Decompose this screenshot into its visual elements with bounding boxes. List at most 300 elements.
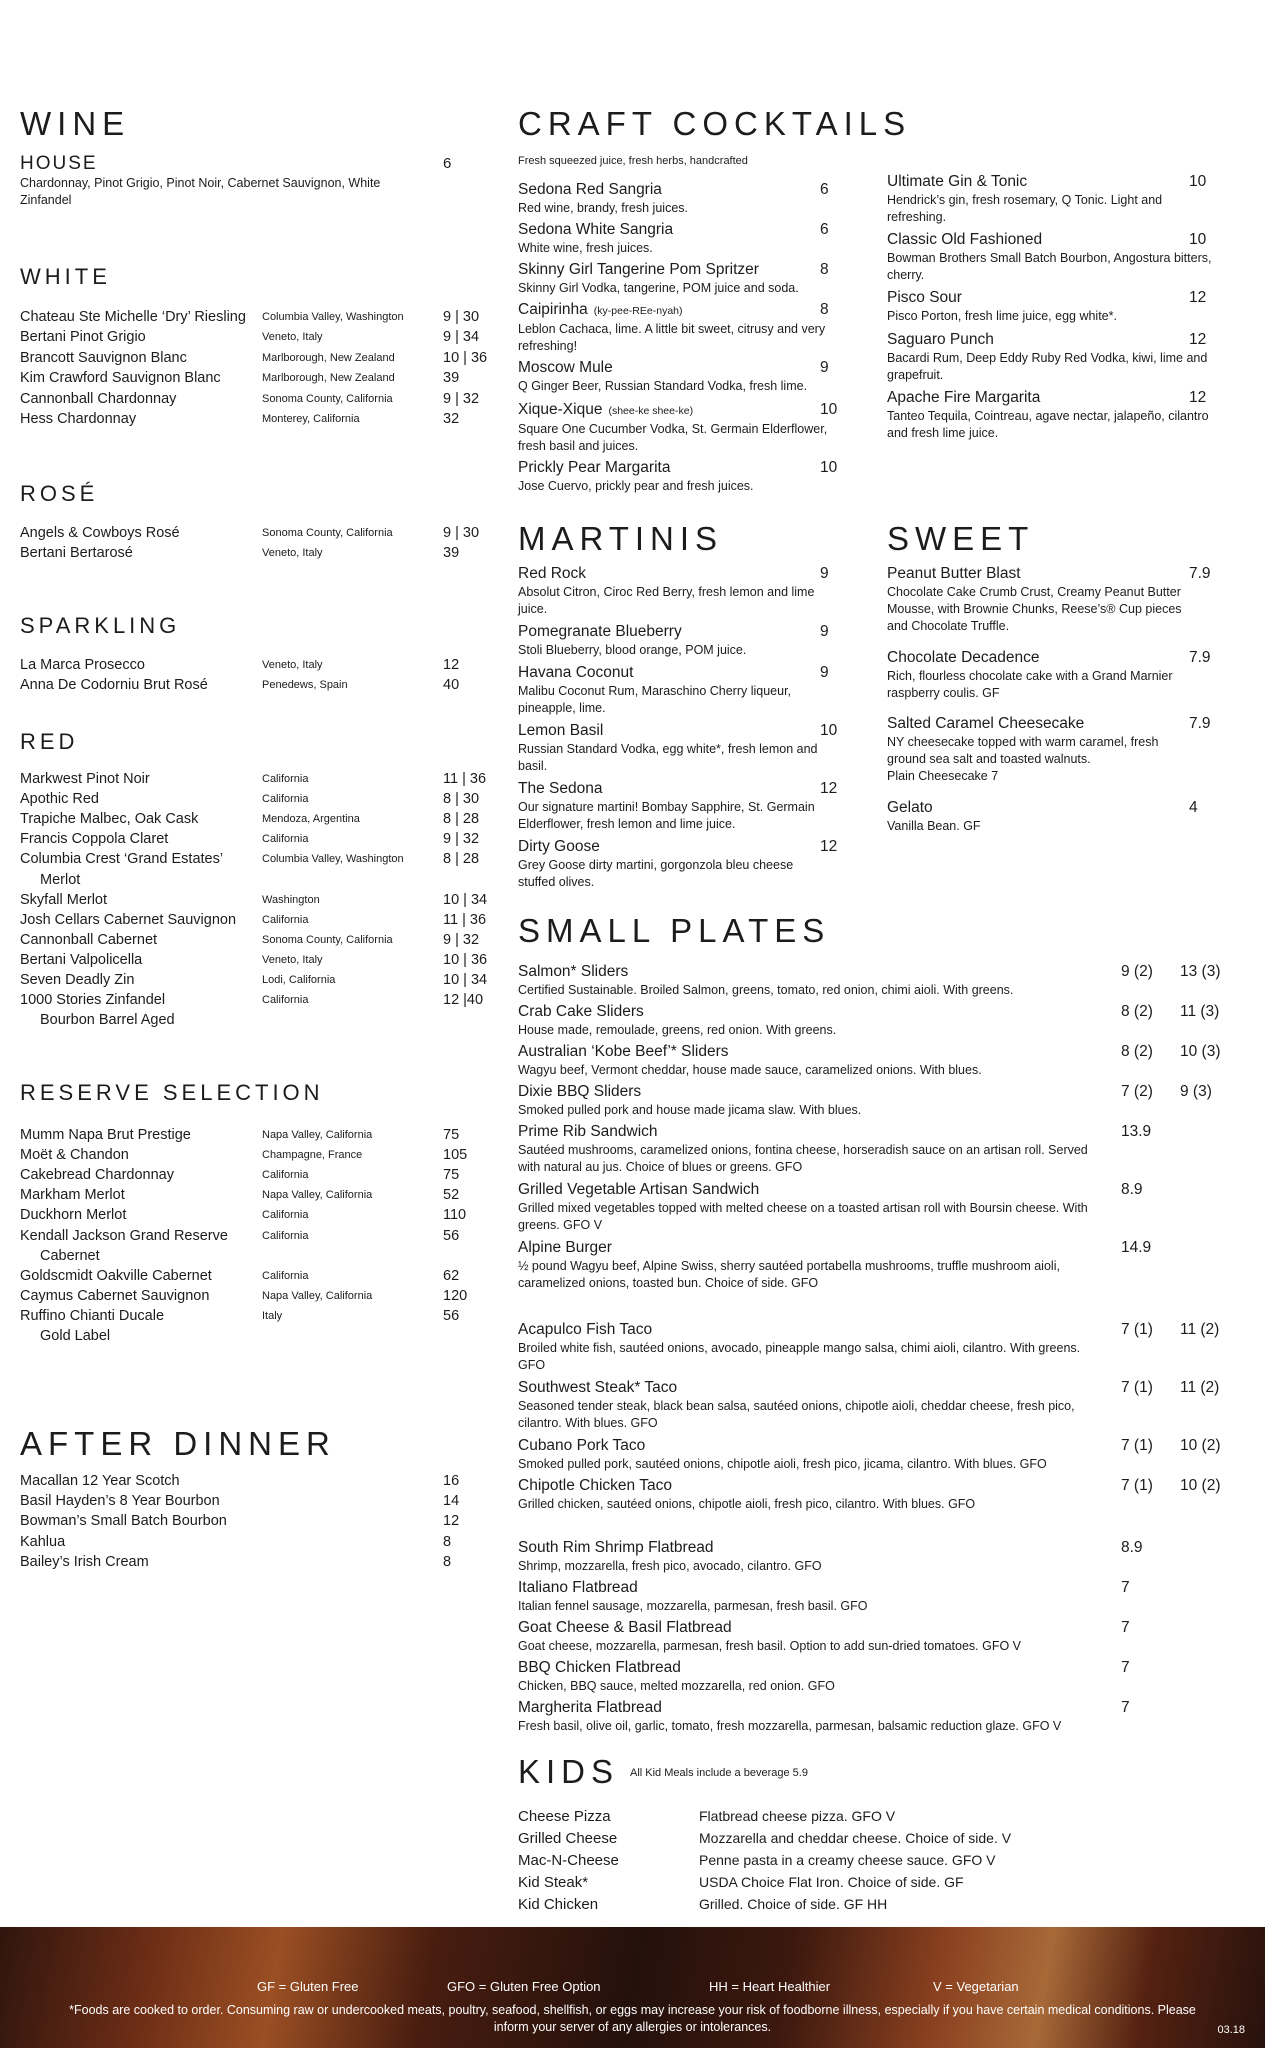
cocktails-subtitle: Fresh squeezed juice, fresh herbs, handcrafted	[518, 155, 748, 167]
legend-v: V = Vegetarian	[933, 1979, 1019, 1994]
wine-region: California	[262, 1209, 309, 1222]
item-name-text: Chocolate Decadence	[887, 649, 1040, 666]
menu-item	[518, 220, 840, 257]
wine-price: 75	[443, 1167, 460, 1184]
item-name	[887, 798, 1192, 818]
legend-gfo: GFO = Gluten Free Option	[447, 1979, 601, 1994]
wine-row	[20, 791, 480, 811]
item-name-text: Apache Fire Margarita	[887, 389, 1041, 406]
wine-name: Anna De Codorniu Brut Rosé	[20, 677, 208, 694]
wine-price: 11 | 36	[443, 911, 487, 928]
item-price-large: 9 (3)	[1180, 1083, 1212, 1100]
drink-price: 14	[443, 1493, 460, 1510]
item-name-text: Classic Old Fashioned	[887, 231, 1043, 248]
wine-row	[20, 1147, 480, 1167]
wine-row	[20, 1288, 480, 1308]
wine-name: Kendall Jackson Grand Reserve	[20, 1227, 228, 1244]
item-name-text: Dixie BBQ Sliders	[518, 1083, 642, 1100]
item-desc: Broiled white fish, sautéed onions, avocado, pineapple mango salsa, chimi aioli, cilantro. With greens. GFO	[518, 1341, 1081, 1372]
item-desc: Certified Sustainable. Broiled Salmon, greens, tomato, red onion, chimi aioli. With greens.	[518, 983, 1014, 997]
menu-item	[518, 1238, 1152, 1292]
item-desc: Italian fennel sausage, mozzarella, parmesan, fresh basil. GFO	[518, 1599, 868, 1613]
item-name	[518, 1122, 1108, 1142]
drink-price: 8	[443, 1553, 452, 1570]
item-desc: Q Ginger Beer, Russian Standard Vodka, fresh lime.	[518, 379, 808, 393]
item-name	[518, 180, 840, 200]
after-dinner-row	[20, 1473, 480, 1493]
menu-item	[518, 1618, 1130, 1655]
item-price-large: 10 (2)	[1180, 1437, 1221, 1454]
item-name	[518, 1378, 1108, 1398]
item-name	[887, 714, 1192, 734]
house-heading: HOUSE	[20, 153, 98, 174]
item-name	[518, 1320, 1108, 1340]
item-name-text: Sedona White Sangria	[518, 221, 674, 238]
menu-item	[887, 564, 1211, 635]
item-name-text: Prickly Pear Margarita	[518, 459, 671, 476]
item-price: 7 (1)	[1121, 1437, 1153, 1454]
item-name-text: Margherita Flatbread	[518, 1699, 662, 1716]
wine-region: Italy	[262, 1309, 283, 1322]
item-desc: Bacardi Rum, Deep Eddy Ruby Red Vodka, kiwi, lime and grapefruit.	[887, 351, 1208, 382]
wine-name: Mumm Napa Brut Prestige	[20, 1127, 191, 1143]
wine-name: Kim Crawford Sauvignon Blanc	[20, 370, 221, 387]
item-price: 6	[820, 221, 829, 238]
item-name	[518, 358, 840, 378]
wine-price: 9 | 32	[443, 390, 480, 407]
wine-row	[20, 1012, 480, 1032]
item-price: 7	[1121, 1619, 1130, 1636]
item-price: 7.9	[1189, 715, 1211, 732]
menu-item	[518, 1122, 1152, 1176]
wine-name: Duckhorn Merlot	[20, 1207, 127, 1224]
item-price: 7 (1)	[1121, 1379, 1153, 1396]
item-name-text: Acapulco Fish Taco	[518, 1321, 653, 1338]
item-desc: Jose Cuervo, prickly pear and fresh juices.	[518, 479, 754, 493]
item-name	[887, 648, 1192, 668]
item-desc: Skinny Girl Vodka, tangerine, POM juice and soda.	[518, 281, 799, 295]
item-name-text: Chipotle Chicken Taco	[518, 1477, 672, 1494]
wine-name: Bertani Valpolicella	[20, 951, 143, 968]
item-name-text: Saguaro Punch	[887, 331, 994, 348]
menu-item	[518, 721, 838, 775]
wine-price: 10 | 34	[443, 972, 488, 988]
wine-row	[20, 1308, 480, 1328]
item-price: 7	[1121, 1659, 1130, 1676]
item-price: 10	[820, 459, 838, 476]
item-desc: Our signature martini! Bombay Sapphire, St. Germain Elderflower, fresh lemon and lime juice.	[518, 800, 815, 831]
wine-row	[20, 811, 480, 831]
item-price: 9	[820, 565, 829, 582]
menu-item	[518, 1320, 1220, 1374]
item-price: 7 (1)	[1121, 1477, 1153, 1494]
house-desc: Chardonnay, Pinot Grigio, Pinot Noir, Cabernet Sauvignon, White Zinfandel	[20, 176, 381, 207]
item-name-text: Australian ‘Kobe Beef’* Sliders	[518, 1043, 729, 1060]
wine-price: 10 | 36	[443, 951, 488, 968]
kid-meal-name: Cheese Pizza	[518, 1808, 611, 1825]
item-desc: Hendrick’s gin, fresh rosemary, Q Tonic. Light and refreshing.	[887, 193, 1163, 224]
menu-item	[518, 962, 1221, 999]
menu-item	[887, 330, 1212, 384]
item-desc: Bowman Brothers Small Batch Bourbon, Angostura bitters, cherry.	[887, 251, 1212, 282]
item-name-text: Southwest Steak* Taco	[518, 1379, 678, 1396]
wine-name: Columbia Crest ‘Grand Estates’	[20, 851, 224, 868]
menu-item	[518, 1002, 1220, 1039]
legend-hh: HH = Heart Healthier	[709, 1979, 831, 1994]
item-price-large: 11 (2)	[1180, 1379, 1220, 1396]
wine-row	[20, 1328, 480, 1348]
wine-price: 110	[443, 1207, 467, 1224]
wine-price: 52	[443, 1187, 460, 1204]
item-name	[887, 172, 1212, 192]
item-name	[518, 1578, 1108, 1598]
item-name	[518, 1082, 1108, 1102]
item-price: 8	[820, 301, 829, 318]
kid-meal-name: Grilled Cheese	[518, 1830, 618, 1847]
item-price: 14.9	[1121, 1239, 1152, 1256]
item-name-text: South Rim Shrimp Flatbread	[518, 1539, 714, 1556]
wine-name: Cakebread Chardonnay	[20, 1167, 174, 1184]
drink-price: 16	[443, 1473, 460, 1489]
item-desc: Red wine, brandy, fresh juices.	[518, 201, 688, 215]
item-name-text: Lemon Basil	[518, 722, 604, 739]
wine-row	[20, 1167, 480, 1187]
wine-price: 9 | 32	[443, 931, 480, 948]
legend-gf: GF = Gluten Free	[257, 1979, 359, 1994]
item-price: 12	[820, 838, 838, 855]
wine-price: 12	[443, 657, 460, 673]
wine-row	[20, 349, 488, 370]
after-dinner-row	[20, 1513, 480, 1533]
wine-row	[20, 851, 480, 871]
item-price: 7.9	[1189, 649, 1211, 666]
wine-region: Mendoza, Argentina	[262, 813, 360, 826]
item-name	[518, 1538, 1108, 1558]
item-name	[518, 779, 818, 799]
kids-heading: KIDS	[518, 1753, 620, 1790]
item-name	[518, 300, 840, 321]
item-name-text: Havana Coconut	[518, 664, 634, 681]
item-name	[887, 564, 1192, 584]
item-desc: Chocolate Cake Crumb Crust, Creamy Peanut Butter Mousse, with Brownie Chunks, Reese’s® Cup pieces and Chocolate Truffle.	[887, 585, 1182, 633]
item-desc: Sautéed mushrooms, caramelized onions, fontina cheese, horseradish sauce on an artisan roll. Served with natural au jus. Choice of blues or greens. GFO	[518, 1143, 1088, 1174]
wine-name: Skyfall Merlot	[20, 891, 108, 908]
item-desc: Grilled chicken, sautéed onions, chipotle aioli, fresh pico, cilantro. With blues. GFO	[518, 1497, 976, 1511]
item-price: 9	[820, 664, 829, 681]
wine-name: Hess Chardonnay	[20, 411, 137, 427]
item-price: 9	[820, 359, 829, 376]
item-name-text: Grilled Vegetable Artisan Sandwich	[518, 1181, 760, 1198]
wine-heading: WINE	[20, 105, 131, 142]
item-desc: Vanilla Bean. GF	[887, 819, 981, 833]
red-heading: RED	[20, 729, 79, 754]
item-desc: House made, remoulade, greens, red onion. With greens.	[518, 1023, 837, 1037]
wine-region: Columbia Valley, Washington	[262, 853, 404, 866]
wine-region: Champagne, France	[262, 1149, 363, 1162]
wine-region: Veneto, Italy	[262, 659, 323, 671]
wine-name: Brancott Sauvignon Blanc	[20, 349, 187, 366]
drink-price: 8	[443, 1533, 452, 1550]
item-price-large: 11 (2)	[1180, 1321, 1220, 1338]
wine-price: 32	[443, 411, 460, 427]
wine-row	[20, 771, 487, 791]
wine-name: Cabernet	[40, 1247, 100, 1264]
item-desc: Shrimp, mozzarella, fresh pico, avocado, cilantro. GFO	[518, 1559, 822, 1573]
menu-item	[518, 1180, 1143, 1234]
wine-name: Bertani Bertarosé	[20, 545, 133, 562]
item-name	[518, 260, 840, 280]
wine-region: Sonoma County, California	[262, 933, 393, 946]
kid-meal-desc: Mozzarella and cheddar cheese. Choice of side. V	[699, 1830, 1012, 1846]
wine-name: Cannonball Chardonnay	[20, 390, 177, 407]
item-name	[518, 1042, 1108, 1062]
wine-region: Penedews, Spain	[262, 679, 348, 692]
wine-price: 9 | 34	[443, 329, 480, 346]
item-desc: Smoked pulled pork, sautéed onions, chipotle aioli, fresh pico, jicama, cilantro. With blues. GFO	[518, 1457, 1047, 1471]
wine-row	[20, 1127, 480, 1147]
kid-meal-desc: Flatbread cheese pizza. GFO V	[699, 1808, 896, 1824]
item-name-text: Salted Caramel Cheesecake	[887, 715, 1085, 732]
wine-region: Marlborough, New Zealand	[262, 351, 395, 364]
wine-row	[20, 657, 480, 677]
wine-name: 1000 Stories Zinfandel	[20, 992, 166, 1009]
item-name-text: Ultimate Gin & Tonic	[887, 173, 1028, 190]
item-name	[518, 220, 840, 240]
kid-meal-name: Kid Chicken	[518, 1896, 599, 1913]
wine-region: California	[262, 1229, 309, 1242]
wine-row	[20, 972, 488, 992]
wine-region: Columbia Valley, Washington	[262, 311, 404, 323]
item-price-large: 11 (3)	[1180, 1003, 1220, 1020]
wine-name: Chateau Ste Michelle ‘Dry’ Riesling	[20, 309, 246, 325]
wine-name: La Marca Prosecco	[20, 657, 145, 673]
wine-row	[20, 1248, 480, 1268]
item-name	[887, 288, 1212, 308]
white-heading: WHITE	[20, 264, 111, 289]
item-name	[518, 837, 818, 857]
drink-name: Macallan 12 Year Scotch	[20, 1473, 180, 1489]
item-name-text: Caipirinha	[518, 301, 588, 318]
item-price: 10	[820, 401, 838, 418]
menu-item	[518, 1436, 1221, 1473]
item-name	[518, 1698, 1108, 1718]
menu-item	[518, 1378, 1220, 1432]
item-desc: ½ pound Wagyu beef, Alpine Swiss, sherry sautéed portabella mushrooms, truffle mushroom aioli, caramelized onions, toasted bun. Choice of side. GFO	[518, 1259, 1060, 1290]
item-desc: Tanteo Tequila, Cointreau, agave nectar, jalapeño, cilantro and fresh lime juice.	[887, 409, 1209, 440]
wine-row	[20, 891, 488, 912]
item-price: 10	[1189, 173, 1207, 190]
wine-price: 39	[443, 370, 460, 387]
item-name-text: Skinny Girl Tangerine Pom Spritzer	[518, 261, 759, 278]
wine-name: Ruffino Chianti Ducale	[20, 1307, 165, 1324]
wine-name: Francis Coppola Claret	[20, 831, 169, 848]
wine-row	[20, 911, 487, 932]
menu-item	[518, 779, 838, 833]
wine-price: 9 | 30	[443, 525, 480, 541]
item-price: 7 (2)	[1121, 1083, 1153, 1100]
wine-price: 9 | 30	[443, 309, 480, 325]
item-price: 7	[1121, 1579, 1130, 1596]
item-name	[887, 330, 1212, 350]
item-name-text: Crab Cake Sliders	[518, 1003, 644, 1020]
wine-region: Napa Valley, California	[262, 1289, 373, 1302]
item-price: 9 (2)	[1121, 963, 1153, 980]
wine-row	[20, 370, 480, 390]
wine-region: California	[262, 773, 309, 785]
wine-row	[20, 951, 488, 972]
menu-item	[518, 300, 840, 355]
drink-price: 12	[443, 1513, 460, 1530]
menu-item	[518, 1538, 1143, 1575]
item-desc: Goat cheese, mozzarella, parmesan, fresh basil. Option to add sun-dried tomatoes. GFO V	[518, 1639, 1022, 1653]
menu-item	[887, 798, 1198, 835]
menu-item	[518, 564, 829, 618]
item-desc: Russian Standard Vodka, egg white*, fresh lemon and basil.	[518, 742, 818, 773]
item-desc: NY cheesecake topped with warm caramel, fresh ground sea salt and toasted walnuts.	[887, 735, 1159, 766]
item-name	[518, 400, 840, 421]
wine-price: 56	[443, 1227, 460, 1244]
item-price: 7.9	[1189, 565, 1211, 582]
item-name-text: Prime Rib Sandwich	[518, 1123, 658, 1140]
martinis-heading: MARTINIS	[518, 520, 724, 557]
wine-row	[20, 1268, 480, 1288]
item-price-large: 13 (3)	[1180, 963, 1221, 980]
kid-meal-desc: Grilled. Choice of side. GF HH	[699, 1896, 888, 1912]
item-desc: Grey Goose dirty martini, gorgonzola bleu cheese stuffed olives.	[518, 858, 794, 889]
item-price: 8 (2)	[1121, 1003, 1153, 1020]
item-name	[518, 458, 840, 478]
wine-row	[20, 872, 480, 892]
menu-item	[518, 400, 840, 455]
item-desc: Smoked pulled pork and house made jicama slaw. With blues.	[518, 1103, 862, 1117]
wine-price: 56	[443, 1307, 460, 1324]
item-price: 8	[820, 261, 829, 278]
wine-row	[20, 1187, 480, 1207]
wine-row	[20, 391, 480, 411]
menu-item	[887, 230, 1212, 284]
item-desc: Absolut Citron, Ciroc Red Berry, fresh lemon and lime juice.	[518, 585, 815, 616]
item-price: 7 (1)	[1121, 1321, 1153, 1338]
item-desc: Leblon Cachaca, lime. A little bit sweet, citrusy and very refreshing!	[518, 322, 826, 353]
item-name	[518, 1476, 1108, 1496]
item-price: 4	[1189, 799, 1198, 816]
wine-region: California	[262, 994, 309, 1007]
menu-item	[518, 180, 840, 217]
menu-item	[887, 714, 1211, 785]
item-name-text: The Sedona	[518, 780, 603, 797]
wine-price: 105	[443, 1147, 468, 1164]
menu-item	[518, 260, 840, 297]
item-name	[887, 388, 1212, 408]
item-name-text: Salmon* Sliders	[518, 963, 629, 980]
item-name	[518, 1002, 1108, 1022]
menu-item	[518, 1082, 1212, 1119]
item-desc: Malibu Coconut Rum, Maraschino Cherry liqueur, pineapple, lime.	[518, 684, 792, 715]
item-name	[518, 564, 818, 584]
item-name	[518, 663, 818, 683]
wine-region: Washington	[262, 893, 320, 906]
wine-name: Bertani Pinot Grigio	[20, 329, 146, 346]
item-name	[518, 1618, 1108, 1638]
item-name	[518, 622, 818, 642]
item-name-text: Xique-Xique	[518, 401, 603, 418]
wine-region: Napa Valley, California	[262, 1129, 373, 1141]
wine-price: 12 |40	[443, 992, 484, 1009]
wine-row	[20, 1207, 480, 1227]
wine-region: Veneto, Italy	[262, 547, 323, 560]
wine-name: Moët & Chandon	[20, 1147, 129, 1164]
item-name-text: Sedona Red Sangria	[518, 181, 662, 198]
wine-row	[20, 1228, 480, 1248]
wine-price: 11 | 36	[443, 771, 487, 787]
item-price: 12	[1189, 389, 1207, 406]
wine-name: Josh Cellars Cabernet Sauvignon	[20, 911, 237, 928]
menu-item	[887, 172, 1212, 226]
wine-price: 9 | 32	[443, 831, 480, 848]
rose-heading: ROSÉ	[20, 481, 99, 506]
menu-item	[518, 1658, 1130, 1695]
wine-name: Merlot	[40, 871, 81, 888]
menu-item	[887, 288, 1212, 325]
menu-item	[887, 648, 1211, 702]
wine-name: Markwest Pinot Noir	[20, 771, 150, 787]
item-name-text: Peanut Butter Blast	[887, 565, 1021, 582]
item-price: 6	[820, 181, 829, 198]
wine-row	[20, 992, 484, 1012]
wine-name: Gold Label	[40, 1328, 111, 1344]
kids-note: All Kid Meals include a beverage 5.9	[630, 1767, 808, 1779]
drink-name: Bailey’s Irish Cream	[20, 1553, 149, 1570]
wine-row	[20, 677, 480, 697]
item-price: 9	[820, 623, 829, 640]
item-name	[887, 230, 1212, 250]
item-name-text: Dirty Goose	[518, 838, 600, 855]
wine-row	[20, 545, 480, 565]
wine-region: Sonoma County, California	[262, 392, 393, 405]
wine-name: Apothic Red	[20, 791, 99, 808]
house-wine	[20, 153, 460, 209]
wine-row	[20, 831, 480, 851]
item-name	[518, 1658, 1108, 1678]
item-price: 7	[1121, 1699, 1130, 1716]
menu-item	[518, 458, 840, 495]
item-desc: Stoli Blueberry, blood orange, POM juice.	[518, 643, 747, 657]
menu-item	[518, 622, 829, 659]
wine-region: Veneto, Italy	[262, 953, 323, 966]
menu-item	[518, 663, 829, 717]
wine-name: Bourbon Barrel Aged	[40, 1012, 175, 1029]
item-extra: Plain Cheesecake 7	[887, 769, 999, 783]
wine-row	[20, 411, 480, 431]
item-desc: Grilled mixed vegetables topped with melted cheese on a toasted artisan roll with Boursin cheese. With greens. GFO V	[518, 1201, 1088, 1232]
item-price: 13.9	[1121, 1123, 1152, 1140]
menu-item	[518, 1476, 1221, 1513]
small-plates-heading: SMALL PLATES	[518, 912, 831, 949]
wine-price: 120	[443, 1287, 468, 1304]
item-name	[518, 721, 818, 741]
wine-price: 8 | 28	[443, 851, 480, 868]
wine-price: 10 | 36	[443, 349, 488, 366]
item-name-text: Pomegranate Blueberry	[518, 623, 682, 640]
wine-price: 10 | 34	[443, 891, 488, 908]
reserve-heading: RESERVE SELECTION	[20, 1080, 324, 1105]
menu-item	[518, 837, 838, 891]
wine-price: 40	[443, 677, 460, 694]
item-price: 8.9	[1121, 1181, 1143, 1198]
wine-name: Markham Merlot	[20, 1187, 125, 1204]
pronunciation-note: (shee-ke shee-ke)	[608, 405, 694, 417]
item-name-text: Red Rock	[518, 565, 587, 582]
